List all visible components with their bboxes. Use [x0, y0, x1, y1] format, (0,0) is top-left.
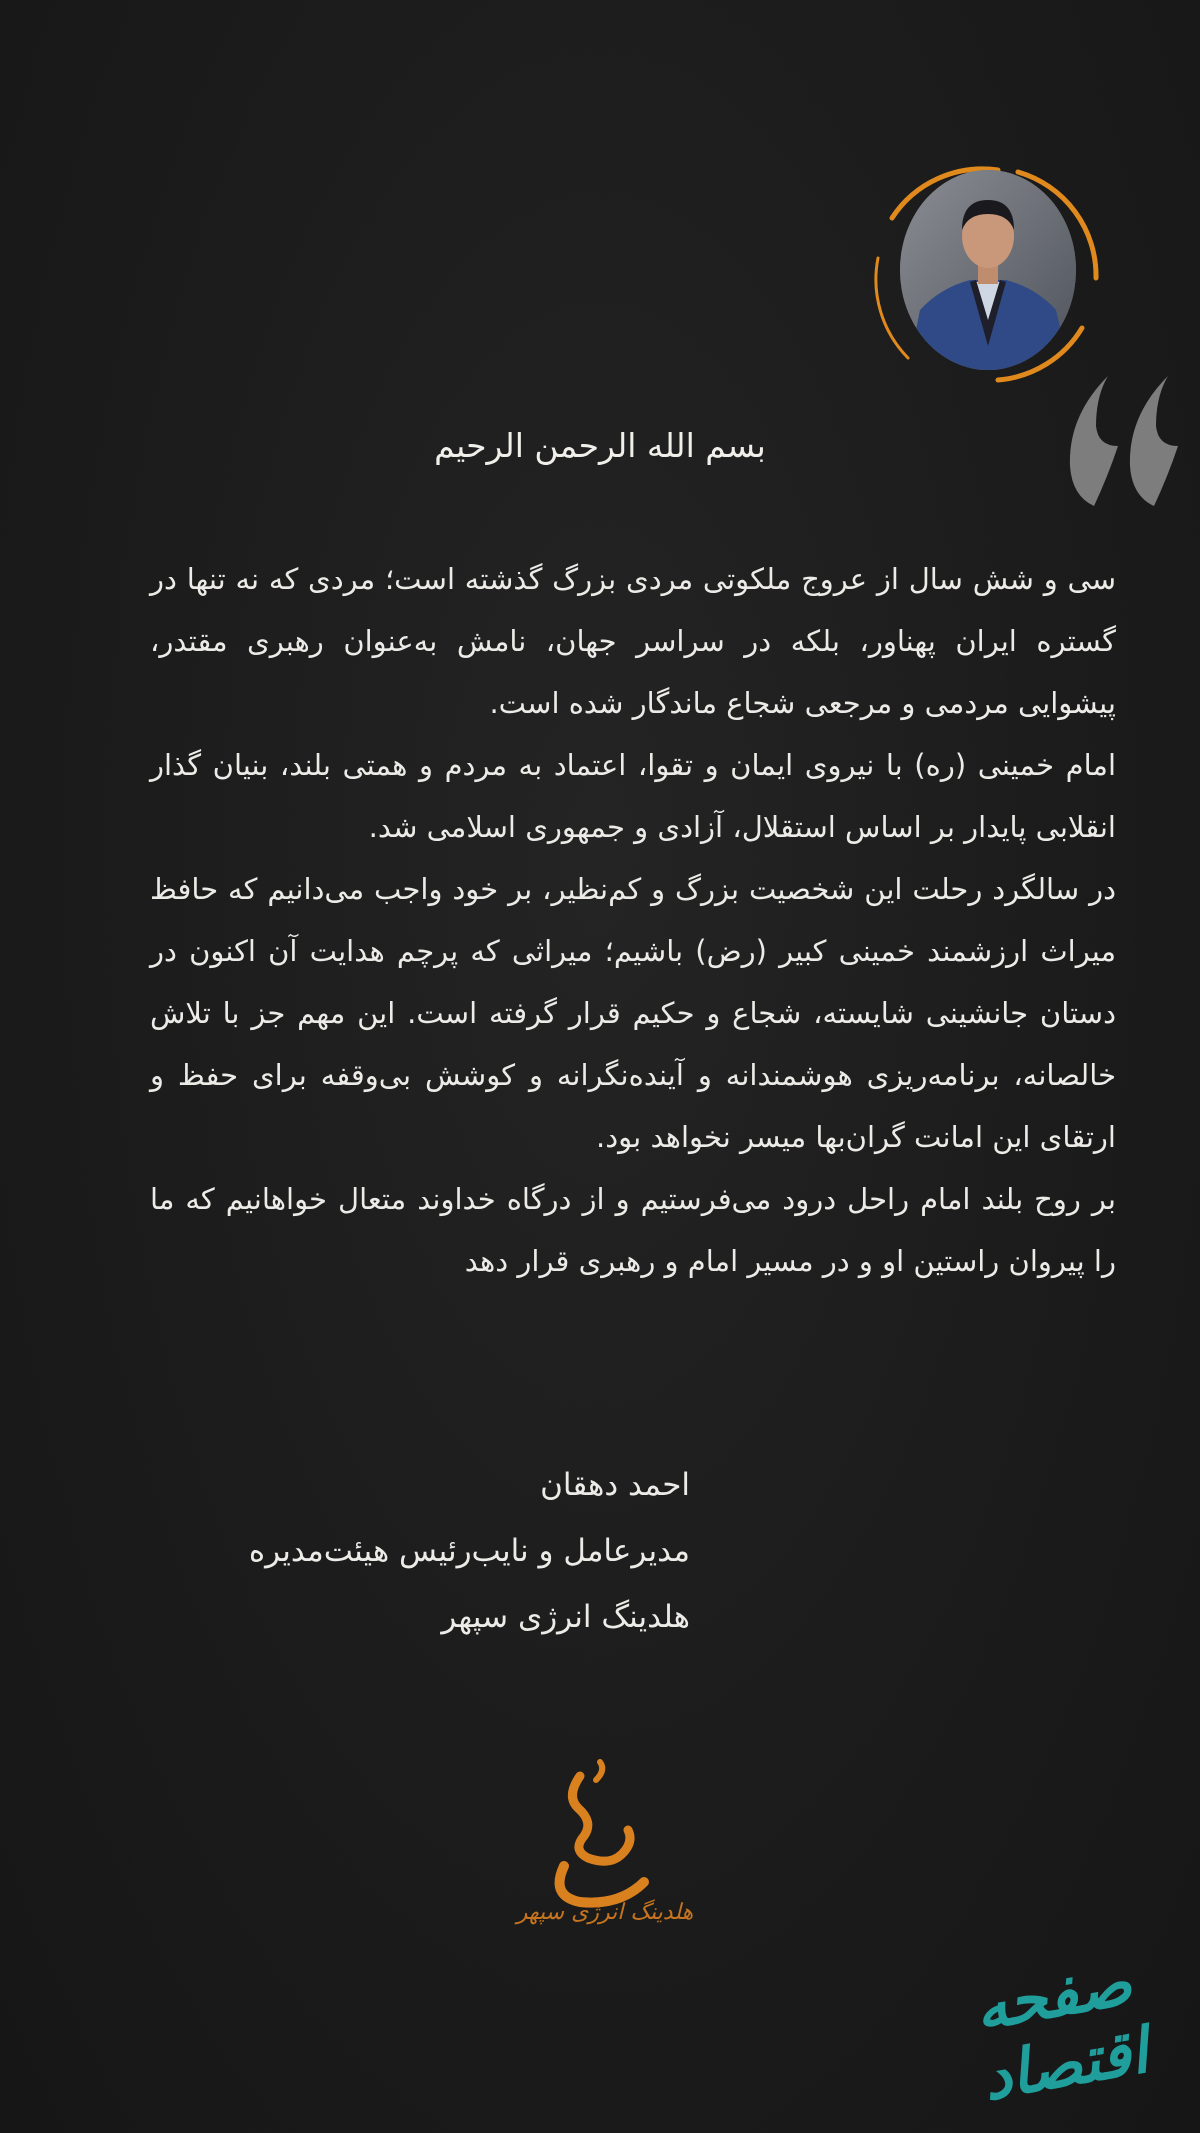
message-paragraph: سی و شش سال از عروج ملکوتی مردی بزرگ گذشته است؛ مردی که نه تنها در گستره ایران پهناور، بلکه در سراسر جهان، نامش به‌عنوان رهبری مقتدر، پیشوایی مردمی و مرجعی شجاع ماندگار شده است.	[150, 562, 1116, 720]
message-body	[150, 548, 1116, 1292]
bismillah-heading: بسم الله الرحمن الرحیم	[434, 426, 766, 465]
signature-block	[190, 1452, 690, 1650]
signature-company: هلدینگ انرژی سپهر	[441, 1599, 690, 1635]
signature-name: احمد دهقان	[540, 1467, 690, 1503]
quote-mark-icon	[1048, 356, 1198, 526]
safhe-eghtesad-logo: صفحه اقتصاد	[969, 1945, 1154, 2115]
portrait-photo	[900, 170, 1076, 370]
message-paragraph: امام خمینی (ره) با نیروی ایمان و تقوا، اعتماد به مردم و همتی بلند، بنیان گذار انقلابی پایدار بر اساس استقلال، آزادی و جمهوری اسلامی شد.	[150, 748, 1116, 844]
message-paragraph: بر روح بلند امام راحل درود می‌فرستیم و از درگاه خداوند متعال خواهانیم که ما را پیروان راستین او و در مسیر امام و رهبری قرار دهد	[150, 1182, 1116, 1278]
logo-caption: هلدینگ انرژی سپهر	[516, 1900, 694, 1925]
message-paragraph: در سالگرد رحلت این شخصیت بزرگ و کم‌نظیر، بر خود واجب می‌دانیم که حافظ میراث ارزشمند خمینی کبیر (رض) باشیم؛ میراثی که پرچم هدایت آن اکنون در دستان جانشینی شایسته، شجاع و حکیم قرار گرفته است. این مهم جز با تلاش خالصانه، برنامه‌ریزی هوشمندانه و آینده‌نگرانه و کوشش بی‌وقفه برای حفظ و ارتقای این امانت گران‌بها میسر نخواهد بود.	[150, 872, 1116, 1154]
signature-title: مدیرعامل و نایب‌رئیس هیئت‌مدیره	[248, 1533, 690, 1569]
